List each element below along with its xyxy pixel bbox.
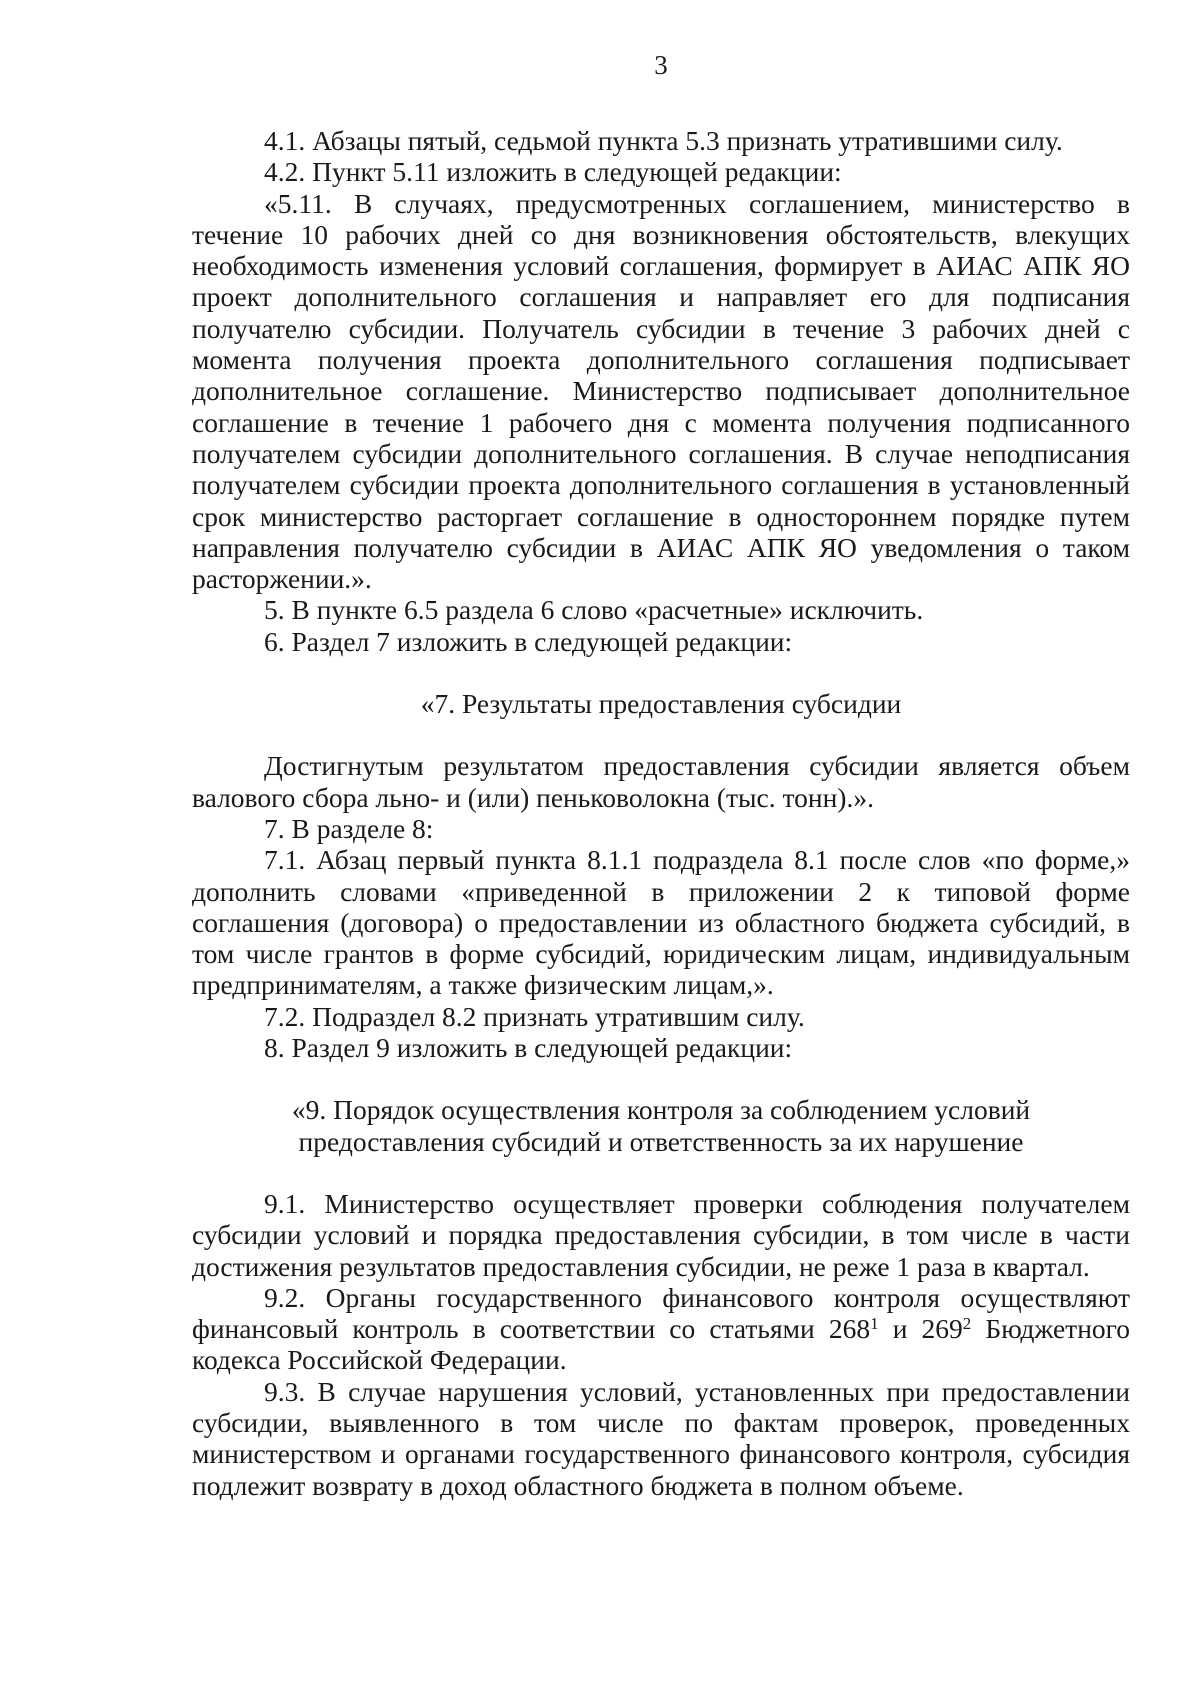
superscript-2: 2 — [962, 1314, 972, 1334]
paragraph-8: 8. Раздел 9 изложить в следующей редакции: — [264, 1032, 793, 1064]
section-9-heading-line-2: предоставления субсидий и ответственность за их нарушение — [298, 1125, 1024, 1157]
paragraph-9-2-text-3: Бюджетного кодекса Российской Федерации. — [192, 1313, 1131, 1376]
section-9-heading-line-1: «9. Порядок осуществления контроля за соблюдением условий — [291, 1094, 1031, 1126]
page-number: 3 — [654, 50, 668, 80]
paragraph-9-2 — [192, 1282, 1130, 1376]
paragraph-9-2-text-1: 9.2. Органы государственного финансового контроля осуществляют финансовый контроль в соответствии со статьями 268 — [192, 1281, 1130, 1345]
paragraph-9-2-text-2: и 269 — [878, 1313, 963, 1345]
paragraph-4-2: 4.2. Пункт 5.11 изложить в следующей редакции: — [264, 156, 842, 188]
section-9-heading — [192, 1094, 1130, 1157]
paragraph-6: 6. Раздел 7 изложить в следующей редакции: — [264, 625, 793, 657]
section-7-heading: «7. Результаты предоставления субсидии — [420, 688, 902, 720]
paragraph-5: 5. В пункте 6.5 раздела 6 слово «расчетные» исключить. — [264, 594, 924, 626]
superscript-1: 1 — [870, 1314, 879, 1334]
paragraph-9-3: 9.3. В случае нарушения условий, установленных при предоставлении субсидии, выявленного в том числе по фактам проверок, проведенных министерством и органами государственного финансового контроля, субсидия подлежит возврату в доход областного бюджета в полном объеме. — [192, 1375, 1130, 1501]
paragraph-7-2: 7.2. Подраздел 8.2 признать утратившим силу. — [264, 1000, 805, 1032]
paragraph-5-11: «5.11. В случаях, предусмотренных соглашением, министерство в течение 10 рабочих дней со дня возникновения обстоятельств, влекущих необходимость изменения условий соглашения, формирует в АИАС АПК ЯО проект дополнительного соглашения и направляет его для подписания получателю субсидии. Получатель субсидии в течение 3 рабочих дней с момента получения проекта дополнительного соглашения подписывает дополнительное соглашение. Министерство подписывает дополнительное соглашение в течение 1 рабочего дня с момента получения подписанного получателем субсидии дополнительного соглашения. В случае неподписания получателем субсидии проекта дополнительного соглашения в установленный срок министерство расторгает соглашение в одностороннем порядке путем направления получателю субсидии в АИАС АПК ЯО уведомления о таком расторжении.». — [192, 187, 1130, 595]
document-body — [192, 125, 1130, 1501]
paragraph-7: 7. В разделе 8: — [264, 812, 434, 844]
paragraph-9-1: 9.1. Министерство осуществляет проверки соблюдения получателем субсидии условий и порядка предоставления субсидии, в том числе в части достижения результатов предоставления субсидии, не реже 1 раза в квартал. — [192, 1187, 1130, 1282]
paragraph-7-result: Достигнутым результатом предоставления субсидии является объем валового сбора льно- и (или) пеньковолокна (тыс. тонн).». — [192, 750, 1130, 813]
paragraph-7-1: 7.1. Абзац первый пункта 8.1.1 подраздела 8.1 после слов «по форме,» дополнить словами «приведенной в приложении 2 к типовой форме соглашения (договора) о предоставлении из областного бюджета субсидий, в том числе грантов в форме субсидий, юридическим лицам, индивидуальным предпринимателям, а также физическим лицам,». — [192, 844, 1130, 1001]
paragraph-4-1: 4.1. Абзацы пятый, седьмой пункта 5.3 признать утратившими силу. — [264, 125, 1063, 156]
